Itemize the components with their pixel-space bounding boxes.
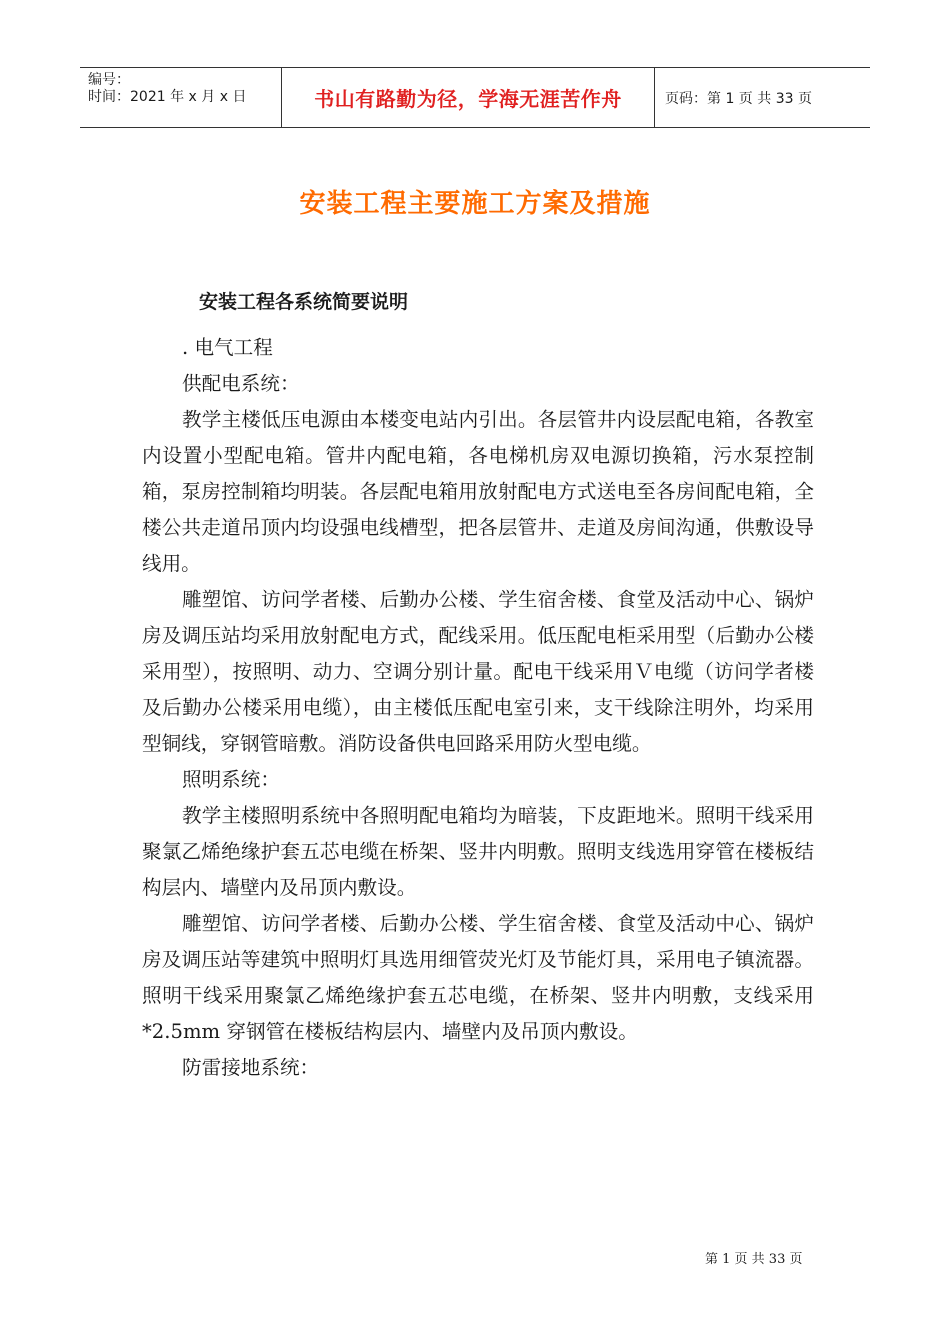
page-info: 页码：第 1 页 共 33 页 bbox=[665, 90, 812, 107]
document-body bbox=[142, 330, 814, 1086]
number-label: 编号： bbox=[88, 72, 130, 88]
document-title: 安装工程主要施工方案及措施 bbox=[299, 189, 651, 219]
time-label: 时间：2021 年 x 月 x 日 bbox=[88, 89, 247, 105]
paragraph: 照明系统： bbox=[182, 768, 280, 791]
paragraph: 雕塑馆、访问学者楼、后勤办公楼、学生宿舍楼、食堂及活动中心、锅炉房及调压站等建筑中照明灯具选用细管荧光灯及节能灯具，采用电子镇流器。照明干线采用聚氯乙烯绝缘护套五芯电缆，在桥架、竖井内明敷，支线采用*2.5mm 穿钢管在楼板结构层内、墙壁内及吊顶内敷设。 bbox=[142, 912, 814, 1043]
header-meta bbox=[80, 68, 282, 127]
paragraph: 教学主楼低压电源由本楼变电站内引出。各层管井内设层配电箱，各教室内设置小型配电箱。管井内配电箱，各电梯机房双电源切换箱，污水泵控制箱，泵房控制箱均明装。各层配电箱用放射配电方式送电至各房间配电箱，全楼公共走道吊顶内均设强电线槽型，把各层管井、走道及房间沟通，供敷设导线用。 bbox=[142, 408, 814, 575]
page-header bbox=[80, 67, 870, 128]
section-heading: 安装工程各系统简要说明 bbox=[199, 291, 409, 313]
paragraph: 供配电系统： bbox=[182, 372, 300, 395]
motto: 书山有路勤为径，学海无涯苦作舟 bbox=[282, 68, 655, 127]
paragraph: . 电气工程 bbox=[182, 336, 273, 359]
page-footer: 第 1 页 共 33 页 bbox=[705, 1252, 803, 1267]
paragraph: 防雷接地系统： bbox=[182, 1056, 320, 1079]
paragraph: 教学主楼照明系统中各照明配电箱均为暗装，下皮距地米。照明干线采用聚氯乙烯绝缘护套五芯电缆在桥架、竖井内明敷。照明支线选用穿管在楼板结构层内、墙壁内及吊顶内敷设。 bbox=[142, 804, 814, 899]
paragraph: 雕塑馆、访问学者楼、后勤办公楼、学生宿舍楼、食堂及活动中心、锅炉房及调压站均采用放射配电方式，配线采用。低压配电柜采用型（后勤办公楼采用型），按照明、动力、空调分别计量。配电干线采用Ｖ电缆（访问学者楼及后勤办公楼采用电缆），由主楼低压配电室引来，支干线除注明外，均采用型铜线，穿钢管暗敷。消防设备供电回路采用防火型电缆。 bbox=[142, 588, 814, 755]
